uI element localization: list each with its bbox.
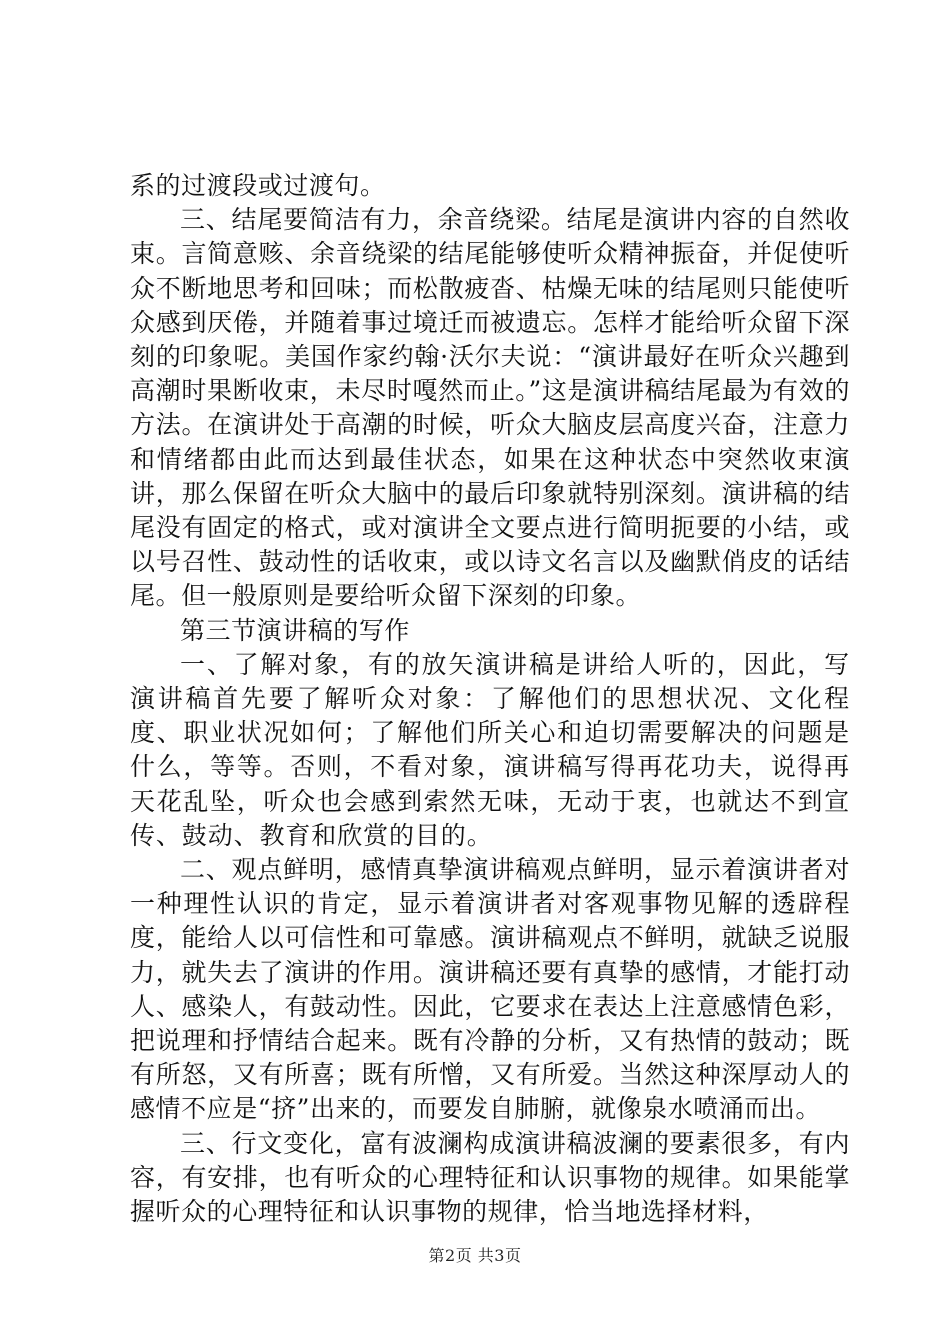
paragraph-varied-writing: 三、行文变化，富有波澜构成演讲稿波澜的要素很多，有内容，有安排，也有听众的心理特征和认识事物的规律。如果能掌握听众的心理特征和认识事物的规律，恰当地选择材料， — [130, 1128, 850, 1227]
paragraph-know-audience: 一、了解对象，有的放矢演讲稿是讲给人听的，因此，写演讲稿首先要了解听众对象：了解他们的思想状况、文化程度、职业状况如何；了解他们所关心和迫切需要解决的问题是什么，等等。否则，不看对象，演讲稿写得再花功夫，说得再天花乱坠，听众也会感到索然无味，无动于衷，也就达不到宣传、鼓动、教育和欣赏的目的。 — [130, 649, 850, 850]
paragraph-continuation: 系的过渡段或过渡句。 — [130, 171, 386, 200]
document-body — [130, 169, 850, 1229]
paragraph-ending-section: 三、结尾要简洁有力，余音绕梁。结尾是演讲内容的自然收束。言简意赅、余音绕梁的结尾能够使听众精神振奋，并促使听众不断地思考和回味；而松散疲沓、枯燥无味的结尾则只能使听众感到厌倦，并随着事过境迁而被遗忘。怎样才能给听众留下深刻的印象呢。美国作家约翰·沃尔夫说：“演讲最好在听众兴趣到高潮时果断收束，未尽时嘎然而止。”这是演讲稿结尾最为有效的方法。在演讲处于高潮的时候，听众大脑皮层高度兴奋，注意力和情绪都由此而达到最佳状态，如果在这种状态中突然收束演讲，那么保留在听众大脑中的最后印象就特别深刻。演讲稿的结尾没有固定的格式，或对演讲全文要点进行简明扼要的小结，或以号召性、鼓动性的话收束，或以诗文名言以及幽默俏皮的话结尾。但一般原则是要给听众留下深刻的印象。 — [130, 205, 850, 611]
section-heading: 第三节演讲稿的写作 — [180, 615, 410, 645]
page-number-footer: 第2页 共3页 — [428, 1246, 522, 1265]
paragraph-clear-viewpoint: 二、观点鲜明，感情真挚演讲稿观点鲜明，显示着演讲者对一种理性认识的肯定，显示着演讲者对客观事物见解的透辟程度，能给人以可信性和可靠感。演讲稿观点不鲜明，就缺乏说服力，就失去了演讲的作用。演讲稿还要有真挚的感情，才能打动人、感染人，有鼓动性。因此，它要求在表达上注意感情色彩，把说理和抒情结合起来。既有冷静的分析，又有热情的鼓动；既有所怒，又有所喜；既有所憎，又有所爱。当然这种深厚动人的感情不应是“挤”出来的，而要发自肺腑，就像泉水喷涌而出。 — [130, 855, 850, 1124]
